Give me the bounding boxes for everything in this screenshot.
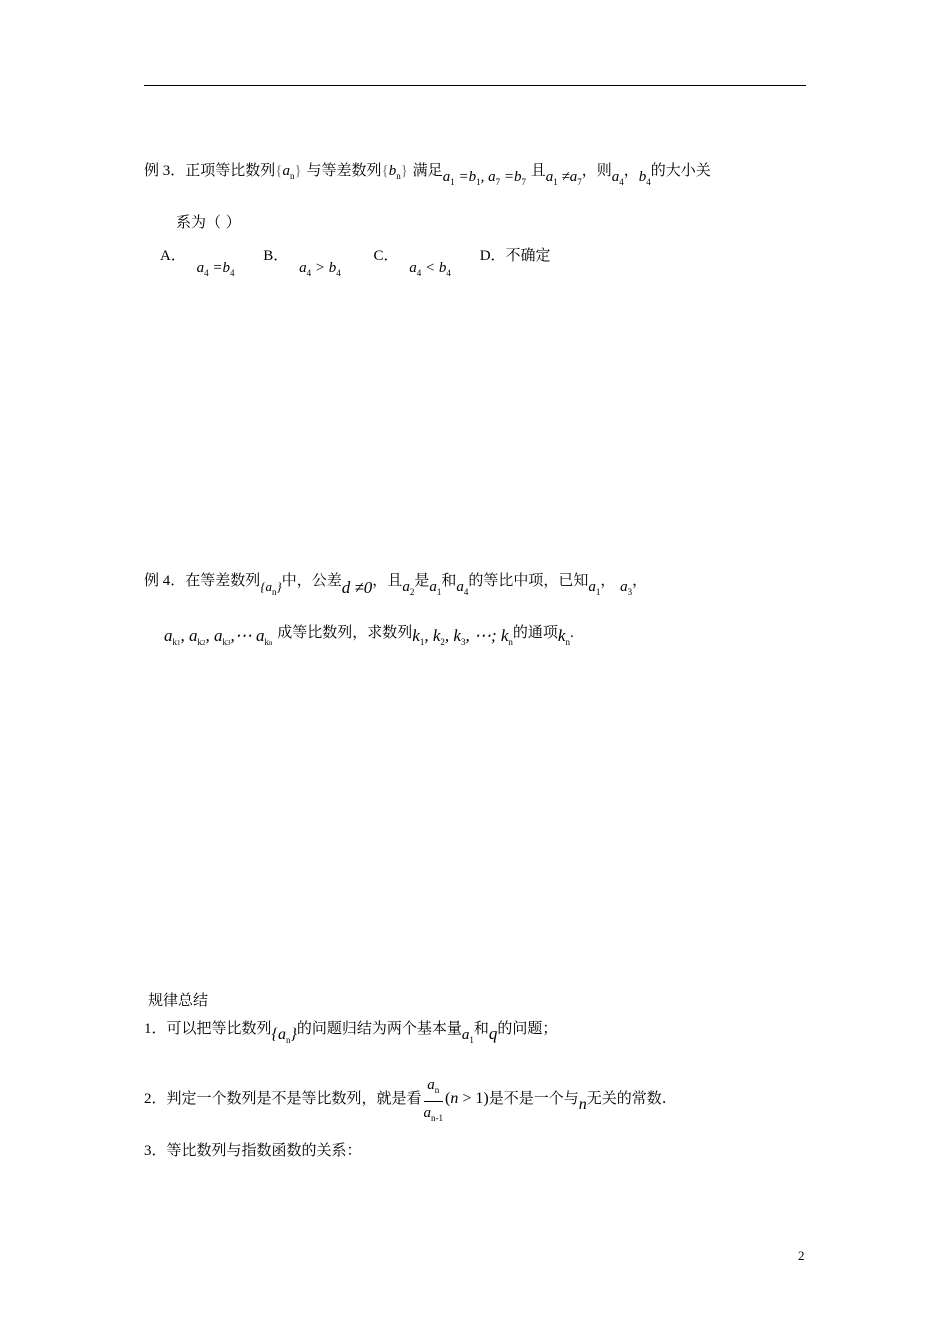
math-a4-ex4: $a_4$ bbox=[456, 579, 469, 597]
math-b4: $b_4$ bbox=[638, 169, 651, 187]
summary-heading: 规律总结 bbox=[148, 991, 209, 1009]
math-an-brace: { bbox=[275, 163, 283, 179]
example4-line1 bbox=[144, 570, 647, 602]
page-number: 2 bbox=[798, 1248, 805, 1263]
math-a1-given: $a_1$ bbox=[588, 579, 601, 597]
example3-label: 例 3． bbox=[144, 163, 186, 179]
summary-item1-label: 1． bbox=[144, 1021, 167, 1037]
example4-text5: 和 bbox=[441, 571, 457, 589]
example4-line2-text1: 成等比数列，求数列 bbox=[277, 623, 413, 641]
summary-item3-label: 3． bbox=[144, 1143, 167, 1159]
example3-text5: ，则 bbox=[581, 161, 612, 179]
option-a-math: $a_4 =b_4$ bbox=[196, 260, 235, 278]
summary-item2-text2: 是不是一个与 bbox=[488, 1089, 579, 1107]
option-a-label: A． bbox=[160, 248, 186, 264]
summary-item1-text1: 可以把等比数列 bbox=[166, 1019, 272, 1037]
example3-text1: 正项等比数列 bbox=[185, 161, 276, 179]
option-c-label: C． bbox=[373, 248, 399, 264]
summary-item2 bbox=[144, 1076, 667, 1127]
math-a1-summary: $a_1$ bbox=[461, 1027, 474, 1045]
option-c-math: $a_4 < b_4$ bbox=[409, 260, 451, 278]
math-ak-sequence: $a_{k1}$, $a_{k2}$, $a_{k3},\cdots$ $a_{kn}$ bbox=[164, 626, 273, 647]
example3-line2: 系为（ ） bbox=[176, 213, 241, 231]
math-bn: $b_n$ bbox=[388, 163, 401, 181]
example4-text3: ，且 bbox=[372, 571, 403, 589]
summary-item3-text: 等比数列与指数函数的关系： bbox=[166, 1141, 362, 1159]
summary-item2-text3: 无关的常数. bbox=[586, 1089, 667, 1107]
example4-text2: 中，公差 bbox=[281, 571, 342, 589]
header-rule bbox=[144, 85, 806, 86]
summary-item3 bbox=[144, 1140, 362, 1161]
summary-item1-text3: 和 bbox=[473, 1019, 489, 1037]
example3-text4: 且 bbox=[530, 161, 546, 179]
math-an-set-summary: $\{a_n\}$ bbox=[271, 1026, 297, 1045]
example4-text4: 是 bbox=[414, 571, 430, 589]
math-a4: $a_4$ bbox=[611, 169, 624, 187]
math-a2: $a_2$ bbox=[402, 579, 415, 597]
option-b-math: $a_4 > b_4$ bbox=[299, 260, 341, 278]
example4-text1: 在等差数列 bbox=[185, 571, 261, 589]
example3-options bbox=[160, 245, 551, 283]
math-q: q bbox=[488, 1024, 498, 1043]
example3-text3: 满足 bbox=[412, 161, 443, 179]
summary-item1 bbox=[144, 1018, 557, 1050]
example4-line2-text2: 的通项 bbox=[512, 623, 558, 641]
math-an: $a_n$ bbox=[282, 163, 295, 181]
example4-line2-end: . bbox=[569, 625, 574, 641]
example3-text2: 与等差数列 bbox=[306, 161, 382, 179]
summary-item1-text2: 的问题归结为两个基本量 bbox=[296, 1019, 462, 1037]
summary-item2-label: 2． bbox=[144, 1091, 167, 1107]
option-d-text: 不确定 bbox=[505, 246, 551, 264]
math-n: n bbox=[578, 1096, 587, 1113]
math-condition2: $a_1 \ne a_7$ bbox=[545, 169, 582, 187]
math-n-gt-1: (n > 1) bbox=[445, 1090, 489, 1107]
example3-text7: 的大小关 bbox=[650, 161, 711, 179]
example3-text6: ， bbox=[623, 161, 639, 179]
option-d-label: D． bbox=[479, 248, 506, 264]
example4-text7: ， bbox=[600, 571, 616, 589]
math-ratio-fraction: $\frac{a_n}{a_{n-1}}$ bbox=[423, 1077, 444, 1123]
summary-item1-text4: 的问题； bbox=[497, 1019, 558, 1037]
option-b-label: B． bbox=[263, 248, 289, 264]
math-k-sequence: $k_1$, $k_2$, $k_3$, ⋯; $k_n$ bbox=[412, 626, 513, 647]
math-a3-given: $a_3$ bbox=[620, 579, 633, 597]
math-condition1: $a_1 =b_1$, $a_7 =b_7$ bbox=[442, 169, 526, 187]
math-an-set: $\{a_n\}$ bbox=[260, 579, 282, 597]
example4-line2 bbox=[164, 622, 574, 653]
example4-text6: 的等比中项，已知 bbox=[468, 571, 589, 589]
example3-line1: 例 3．正项等比数列$\{a_n\}$ 与等差数列$\{b_n\}$ 满足$a_1 =b_1$, $a_7 =b_7$ 且$a_1 \ne a_7$，则$a_4$，$b_4$的大小关 bbox=[144, 161, 711, 187]
example4-label: 例 4． bbox=[144, 573, 186, 589]
math-kn: $k_n$ bbox=[557, 626, 570, 647]
math-a1: $a_1$ bbox=[429, 579, 442, 597]
example4-text8: ， bbox=[632, 571, 648, 589]
math-d-neq-0: d ≠0 bbox=[341, 578, 373, 597]
summary-item2-text1: 判定一个数列是不是等比数列，就是看 bbox=[166, 1089, 422, 1107]
